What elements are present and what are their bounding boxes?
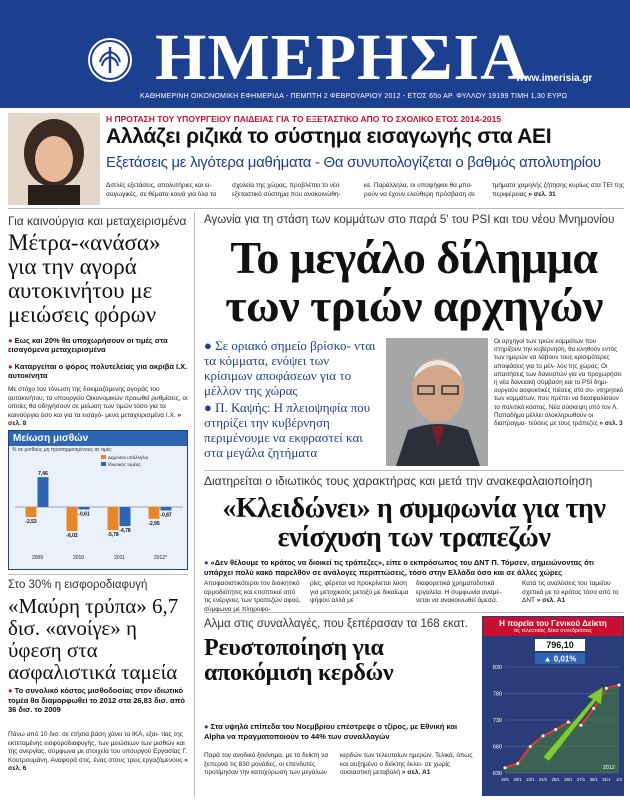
- bullet-icon: ●: [8, 686, 13, 695]
- car-story-ref[interactable]: » σελ. 8: [8, 411, 182, 427]
- bank-story-bullet: [204, 558, 624, 577]
- bullet-icon: ●: [204, 400, 212, 415]
- index-point: [605, 687, 608, 690]
- main-story-headline[interactable]: Το μεγάλο δίλημμα των τριών αρχηγών: [225, 232, 603, 331]
- main-story-ref[interactable]: » σελ. 3: [599, 420, 623, 428]
- website-link[interactable]: www.imerisia.gr: [516, 73, 593, 84]
- index-point: [554, 728, 557, 731]
- wage-x-tick: 2011: [114, 555, 125, 561]
- divider: [8, 574, 188, 575]
- index-year: 2012: [602, 765, 615, 771]
- bank-story-col2: ρίες, φέρεται να προκρίνεται λύση για μετοχικούς μεταξύ με δικαίωμα ψήφου αλλά με: [310, 580, 409, 604]
- index-x-tick: 24/1: [538, 777, 548, 782]
- index-chart-title: Η πορεία του Γενικού Δείκτη: [483, 617, 623, 628]
- bullet-icon: ●: [8, 336, 13, 345]
- wage-x-tick: 2010: [72, 555, 85, 561]
- top-story-subhead: Εξετάσεις με λιγότερα μαθήματα - Θα συνυπολογίζεται ο βαθμός απολυτηρίου: [106, 154, 601, 171]
- insurance-story-headline[interactable]: «Μαύρη τρύπα» 6,7 δισ. «ανοίγε» η ύφεση στα ασφαλιστικά ταμεία: [8, 594, 179, 684]
- car-story-bullet-1: [8, 336, 188, 354]
- wage-bar: [79, 507, 90, 509]
- legend-swatch: [101, 462, 106, 466]
- car-story-body: [8, 386, 188, 429]
- car-story-bullet-2: [8, 362, 188, 380]
- masthead-tagline: ΚΑΘΗΜΕΡΙΝΗ ΟΙΚΟΝΟΜΙΚΗ ΕΦΗΜΕΡΙΔΑ - ΠΕΜΠΤΗ 2 ΦΕΒΡΟΥΑΡΙΟΥ 2012 - ΕΤΟΣ 65ο ΑΡ. ΦΥΛΛΟΥ 19199 ΤΙΜΗ 1,30 ΕΥΡΩ: [140, 93, 568, 100]
- index-point: [529, 745, 532, 748]
- bank-story-col4: [522, 580, 624, 606]
- legend-label: Δημόσιοι υπάλληλοι: [108, 455, 148, 460]
- market-story-col2: [340, 752, 474, 778]
- index-x-tick: 27/1: [576, 777, 586, 782]
- index-x-tick: 23/1: [526, 777, 535, 782]
- index-point: [504, 766, 507, 769]
- wage-chart-subtitle: % σε μισθούς μη προσαρμοσμένους σε τιμές: [12, 447, 112, 453]
- wage-bar: [38, 477, 49, 507]
- top-story-col2: σχολεία της χώρας, προβλέπει το νέο εξεταστικό σύστημα που ανακοινώθη-: [232, 182, 341, 198]
- index-chart-plot: [483, 637, 623, 795]
- bank-story-col3: διαφορετικά χρηματοδοτικά εργαλεία. Η συμφωνία αναμέ- νεται να ανακοινωθεί άμεσα.: [416, 580, 502, 604]
- wage-x-tick: 2009: [31, 555, 44, 561]
- wage-chart-plot: [9, 453, 187, 569]
- wage-bar-label: -6,02: [66, 533, 78, 540]
- top-story-col3: κε. Παράλληλα, οι υποψήφιοι θα μπο- ρούν να έχουν ελεύθερη πρόσβαση σε: [364, 182, 475, 198]
- top-story-kicker: Η ΠΡΟΤΑΣΗ ΤΟΥ ΥΠΟΥΡΓΕΙΟΥ ΠΑΙΔΕΙΑΣ ΓΙΑ ΤΟ ΕΞΕΤΑΣΤΙΚΟ ΑΠΟ ΤΟ ΣΧΟΛΙΚΟ ΕΤΟΣ 2014-2015: [106, 114, 502, 124]
- market-story-kicker: Αλμα στις συναλλαγές, που ξεπέρασαν τα 168 εκατ.: [204, 618, 468, 630]
- bank-story-ref[interactable]: » σελ. A1: [536, 597, 566, 604]
- bank-story-col1: Αποφασιστικότεροι τον διοικητικό αρμοδιότητες και εποπτικοί από τις ενέργειες των τραπεζών αφού, σύμφωνα με πληροφο-: [204, 580, 301, 613]
- bullet-icon: ●: [204, 338, 212, 353]
- wage-chart: [8, 430, 188, 570]
- index-x-tick: 19/1: [500, 777, 510, 782]
- index-point: [567, 721, 570, 724]
- divider: [8, 208, 624, 209]
- top-story-col4: [492, 182, 624, 199]
- wage-bar: [161, 507, 172, 510]
- wage-bar-label: -2,53: [25, 519, 37, 526]
- bank-story-bullet-text: «Δεν θέλουμε το κράτος να διοικεί τις τράπεζες», είπε ο εκπρόσωπος του ΔΝΤ Π. Τόμσεν, σημειώνοντας ότι υπάρχει πολύ κακό παρελθόν σε ανάλογες περιπτώσεις, τόσο στην Ελλάδα όσο και σε άλλες χώρες: [204, 558, 594, 577]
- wage-chart-title: Μείωση μισθών: [9, 431, 187, 446]
- wage-bar: [108, 507, 119, 530]
- car-story-headline[interactable]: Μέτρα-«ανάσα» για την αγορά αυτοκινήτου με μειώσεις φόρων: [8, 230, 161, 327]
- wage-bar: [67, 507, 78, 531]
- index-x-tick: 1/2: [616, 777, 622, 782]
- wage-x-tick: 2012*: [153, 555, 168, 561]
- bullet-icon: ●: [204, 722, 209, 731]
- wage-bar-label: -0,61: [78, 511, 90, 518]
- insurance-story-ref[interactable]: » σελ. 6: [8, 756, 188, 772]
- wage-bar-label: 7,46: [38, 471, 48, 478]
- top-story-col1: Διπλές εξετάσεις, απολυτήριες και ει- σαγωγικές, σε θέματα κοινά για όλα τα: [106, 182, 217, 198]
- main-story-bullet-2-text: Π. Καψής: Η πλειοψηφία που στηρίζει την κυβέρνηση περιμένουμε να εκφραστεί και στα μεγάλα ζητήματα: [204, 400, 371, 460]
- divider: [204, 612, 624, 613]
- market-story-headline[interactable]: Ρευστοποίηση για αποκόμιση κερδών: [204, 635, 394, 686]
- main-story-photo: [386, 338, 488, 466]
- top-story-headline[interactable]: Αλλάζει ριζικά το σύστημα εισαγωγής στα ΑΕΙ: [106, 125, 552, 148]
- newspaper-emblem-icon: [88, 38, 132, 82]
- index-y-tick: 830: [492, 665, 502, 671]
- main-story-body: [494, 338, 624, 428]
- index-point: [516, 762, 519, 765]
- insurance-story-kicker: Στο 30% η εισφοροδιαφυγή: [8, 579, 148, 591]
- car-story-bullet-2-text: Καταργείται ο φόρος πολυτελείας για ακριβά Ι.Χ. αυτοκίνητα: [8, 362, 188, 380]
- index-y-tick: 630: [492, 771, 502, 777]
- bullet-icon: ●: [8, 362, 13, 371]
- main-story-body-text: Οι αρχηγοί των τριών κομμάτων που στηρίζουν την κυβέρνηση, θα κληθούν εντός των ημερών να λάβουν τους κρισιμότερες αποφάσεις για το μέλ- λον της χώρας. Οι απαιτήσεις των δανειστών για να προχωρήσει η νέα δανειακή σύμβαση και το PSI δημι- ουργούν ασφυκτικές πιέσεις στο συ- ντηρητικό των κομμάτων, που πρέπει να διασφαλίσουν το πολιτικό κόστος. Νέα σύσκεψη υπό τον Λ. Παπαδήμο μέλλει ολοκληρωθούν οι διαπραγμα- τεύσεις με τους τράπεζες: [494, 338, 624, 428]
- wage-bar-label: -5,78: [107, 532, 119, 539]
- main-story-bullet-1-text: Σε οριακό σημείο βρίσκο- νται τα κόμματα, ενόψει των κρίσιμων αποφάσεων για το μέλλον της χώρας: [204, 338, 376, 398]
- main-story-kicker: Αγωνία για τη στάση των κομμάτων στο παρά 5' του PSI και του νέου Μνημονίου: [204, 214, 615, 226]
- insurance-story-body: [8, 731, 188, 774]
- index-point: [542, 734, 545, 737]
- index-change: ▲ 0,01%: [543, 654, 577, 664]
- column-divider: [194, 212, 195, 797]
- newspaper-title: ΗΜΕΡΗΣΙΑ: [155, 21, 529, 94]
- index-y-tick: 680: [492, 744, 502, 751]
- wage-bar: [149, 507, 160, 519]
- index-point: [592, 707, 595, 710]
- legend-label: Ιδιωτικός τομέας: [108, 462, 141, 467]
- top-story-photo: [8, 113, 100, 205]
- index-x-tick: 31/1: [602, 777, 611, 782]
- divider: [204, 470, 624, 471]
- wage-bar: [26, 507, 37, 517]
- car-story-kicker: Για καινούργια και μεταχειρισμένα: [8, 214, 187, 228]
- bank-story-headline[interactable]: «Κλειδώνει» η συμφωνία για την ενίσχυση των τραπεζών: [222, 493, 606, 553]
- market-story-ref[interactable]: » σελ. A1: [401, 769, 431, 776]
- car-story-body-text: Με στόχο τον τόνωση της δοκιμαζόμενης αγοράς του αυτοκινήτου, το υπουργείο Οικονομικών προωθεί ρυθμίσεις, οι οποίες θα οδηγήσουν σε μείωση των τιμών τόσο για τα καινούργια όσο και για τα εισαγό- μενα μεταχειρισμένα Ι.Χ.: [8, 386, 188, 419]
- index-point: [580, 724, 583, 727]
- index-chart: [482, 616, 624, 796]
- market-story-bullet-text: Στα υψηλά επίπεδα του Νοεμβρίου επέστρεψε ο τζίρος, με Εθνική και Alpha να πραγματοποιούν το 44% των συναλλαγών: [204, 722, 458, 741]
- main-story-bullet-2: [204, 400, 380, 460]
- main-story-bullet-1: [204, 338, 380, 398]
- index-chart-subtitle: τις τελευταίες δέκα συνεδριάσεις: [483, 628, 623, 636]
- index-point: [618, 684, 621, 687]
- bank-story-kicker: Διατηρείται ο ιδιωτικός τους χαρακτήρας και μετά την ανακεφαλαιοποίηση: [204, 474, 593, 488]
- legend-swatch: [101, 455, 106, 459]
- wage-bar: [120, 507, 131, 526]
- car-story-bullet-1-text: Εως και 20% θα υποχωρήσουν οι τιμές στα εισαγόμενα μεταχειρισμένα: [8, 336, 168, 354]
- market-story-col2-text: κερδών των τελευταίων ημερών. Τελικά, όπως και αυξημένο ο δείκτης έκλει- σε χωρίς ουσιαστική μεταβολή: [340, 752, 473, 776]
- top-story-col4-text: τμήματα χαμηλής ζήτησης κυρίως στα ΤΕΙ της περιφέρειας: [492, 182, 624, 198]
- wage-bar-label: -2,95: [148, 520, 160, 527]
- index-x-tick: 20/1: [513, 777, 522, 782]
- market-story-bullet: [204, 722, 474, 741]
- insurance-story-bullet: [8, 686, 188, 715]
- index-x-tick: 26/1: [564, 777, 573, 782]
- insurance-story-bullet-text: Το συνολικό κόστος μισθοδοσίας στον ιδιωτικό τομέα θα διαμορφωθεί το 2012 στα 26,83 δισ. από 36 δισ. το 2009: [8, 686, 185, 714]
- index-y-tick: 780: [492, 691, 502, 698]
- wage-bar-label: -0,87: [160, 512, 172, 519]
- index-x-tick: 30/1: [589, 777, 598, 782]
- bank-story-col4-text: Κατά τις αναλύσεις του ταμείου σχετικά με το κράτος τόσο από το ΔΝΤ: [522, 580, 619, 604]
- top-story-ref[interactable]: » σελ. 31: [528, 190, 556, 198]
- insurance-story-body-text: Πάνω από 10 δισ. σε ετήσια βάση χάνει το ΙΚΑ, εξαι- τίας της εκτεταμένης εισφοροδιαφυγής, των μειώσεων των μισθών και της ανεργίας, σύμφωνα με στοιχεία του υπουργού Εργασίας Γ. Κουτρουμάνη. Αναφορά στις, ένας στους τρεις εργαζόμενους: [8, 731, 188, 764]
- bullet-icon: ●: [204, 558, 209, 567]
- index-y-tick: 730: [492, 718, 502, 724]
- index-x-tick: 25/1: [551, 777, 560, 782]
- wage-bar-label: -4,78: [119, 528, 131, 535]
- market-story-col1: Παρά τον ανοδικό ξεκίνημα, με το δείκτη να ξεπερνά τις 830 μονάδες, οι επενδυτές προτίμησαν την κατοχύρωση των μεγάλων: [204, 752, 329, 776]
- index-value: 796,10: [546, 640, 574, 650]
